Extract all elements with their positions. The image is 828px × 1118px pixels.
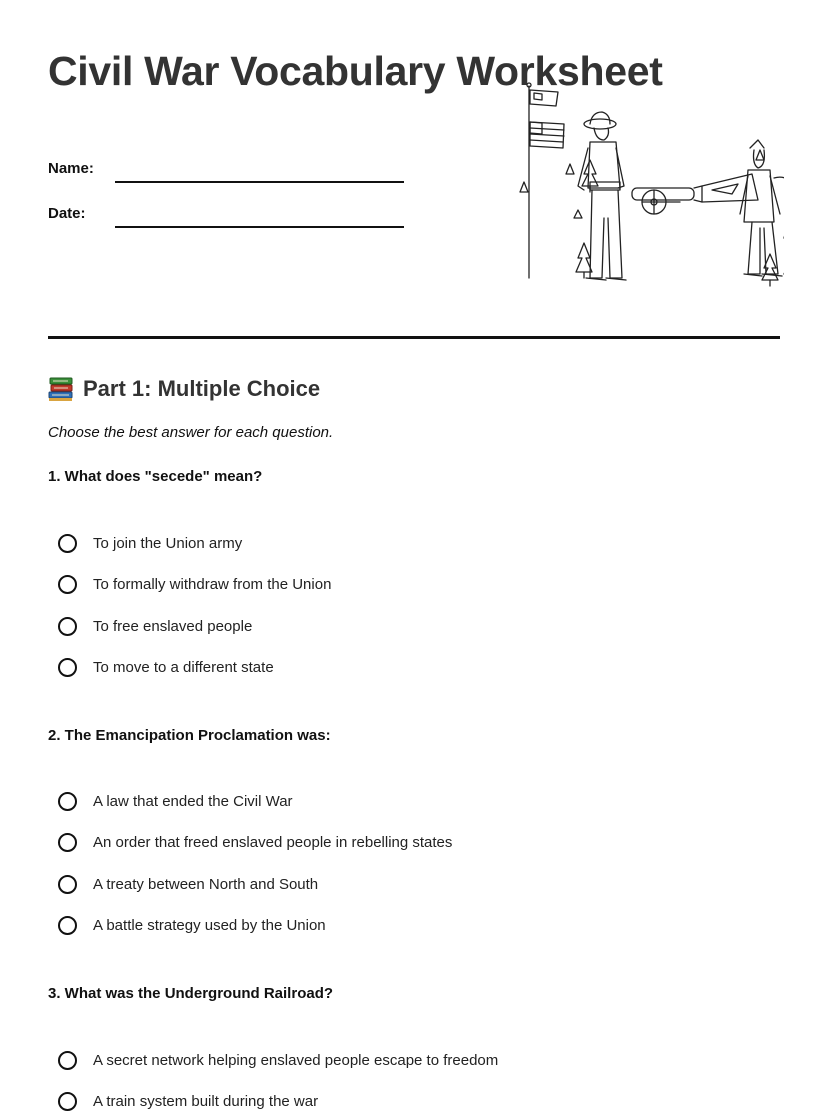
option-label: To move to a different state <box>93 658 274 676</box>
option-label: A battle strategy used by the Union <box>93 916 326 934</box>
radio-button[interactable] <box>58 792 77 811</box>
option-label: A treaty between North and South <box>93 875 319 893</box>
q1-option-3[interactable] <box>58 613 252 639</box>
part1-title: Part 1: Multiple Choice <box>83 376 321 401</box>
radio-button[interactable] <box>58 617 77 636</box>
q2-option-1[interactable] <box>58 788 293 814</box>
question-2: 2. The Emancipation Proclamation was: <box>48 727 331 744</box>
radio-button[interactable] <box>58 1051 77 1070</box>
date-line[interactable] <box>115 226 404 228</box>
name-label: Name: <box>48 160 94 177</box>
radio-button[interactable] <box>58 1092 77 1111</box>
worksheet-title-text: Civil War Vocabulary Worksheet <box>48 48 663 94</box>
part1-heading <box>48 374 320 404</box>
option-label: A law that ended the Civil War <box>93 792 293 810</box>
date-label: Date: <box>48 205 86 222</box>
q1-option-2[interactable] <box>58 571 331 597</box>
option-label: A train system built during the war <box>93 1092 319 1110</box>
q1-option-4[interactable] <box>58 654 274 680</box>
radio-button[interactable] <box>58 658 77 677</box>
header-divider <box>48 336 780 339</box>
option-label: To free enslaved people <box>93 617 253 635</box>
worksheet-page <box>48 0 780 1118</box>
q3-option-2[interactable] <box>58 1088 318 1114</box>
name-line[interactable] <box>115 181 404 183</box>
radio-button[interactable] <box>58 916 77 935</box>
option-label: To formally withdraw from the Union <box>93 575 332 593</box>
radio-button[interactable] <box>58 833 77 852</box>
radio-button[interactable] <box>58 534 77 553</box>
option-label: An order that freed enslaved people in rebelling states <box>93 833 453 851</box>
date-field[interactable] <box>48 205 408 235</box>
q1-option-1[interactable] <box>58 530 242 556</box>
q3-option-1[interactable] <box>58 1047 498 1073</box>
option-label: A secret network helping enslaved people escape to freedom <box>93 1051 499 1069</box>
question-1: 1. What does "secede" mean? <box>48 468 263 485</box>
q2-option-4[interactable] <box>58 912 326 938</box>
q2-option-3[interactable] <box>58 871 318 897</box>
q2-option-2[interactable] <box>58 829 452 855</box>
part1-instructions: Choose the best answer for each question. <box>48 424 334 441</box>
books-icon <box>48 375 74 403</box>
radio-button[interactable] <box>58 575 77 594</box>
civil-war-illustration <box>512 78 784 290</box>
name-field[interactable] <box>48 160 408 190</box>
option-label: To join the Union army <box>93 534 243 552</box>
radio-button[interactable] <box>58 875 77 894</box>
question-3: 3. What was the Underground Railroad? <box>48 985 334 1002</box>
